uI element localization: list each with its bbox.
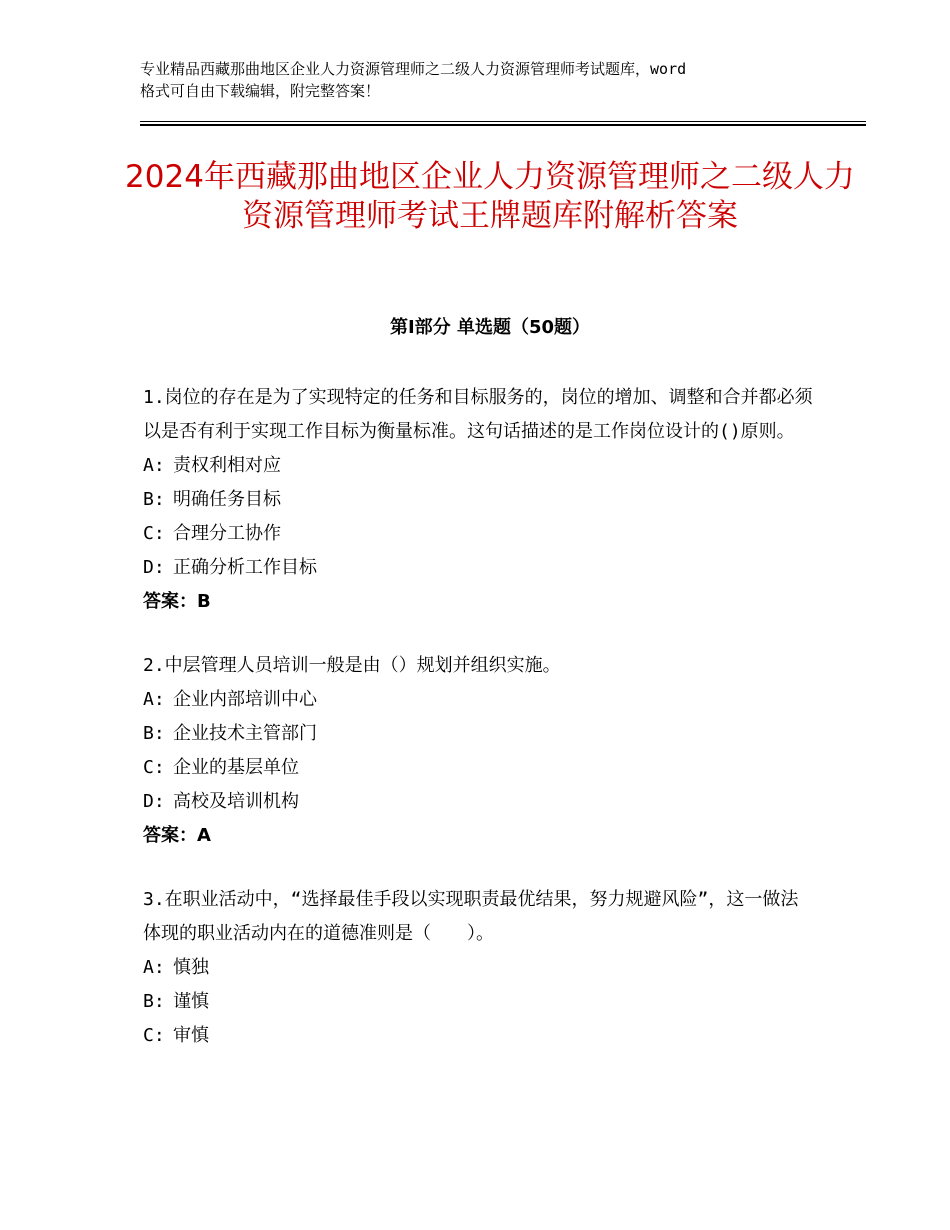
option-text: 审慎 bbox=[173, 1025, 209, 1046]
option-text: 企业技术主管部门 bbox=[173, 723, 317, 744]
question-stem: 2.中层管理人员培训一般是由（）规划并组织实施。 bbox=[143, 655, 561, 676]
question-item bbox=[143, 381, 813, 619]
option-key: D: bbox=[143, 557, 165, 578]
header-note-line-1: 专业精品西藏那曲地区企业人力资源管理师之二级人力资源管理师考试题库，word bbox=[140, 60, 687, 78]
option-key: A: bbox=[143, 455, 165, 476]
section-title: 第Ⅰ部分 单选题（50题） bbox=[389, 317, 590, 338]
option-key: A: bbox=[143, 957, 165, 978]
header-divider-thick bbox=[140, 124, 866, 126]
question-option bbox=[143, 1019, 813, 1053]
header-note-line-2: 格式可自由下载编辑，附完整答案！ bbox=[140, 82, 381, 100]
option-key: B: bbox=[143, 991, 165, 1012]
question-answer: 答案：B bbox=[143, 591, 211, 612]
option-text: 明确任务目标 bbox=[173, 489, 281, 510]
option-key: C: bbox=[143, 757, 165, 778]
option-key: D: bbox=[143, 791, 165, 812]
option-text: 正确分析工作目标 bbox=[173, 557, 317, 578]
question-option bbox=[143, 751, 813, 785]
option-key: A: bbox=[143, 689, 165, 710]
question-list bbox=[143, 381, 813, 1083]
question-item bbox=[143, 649, 813, 853]
question-option bbox=[143, 785, 813, 819]
option-text: 慎独 bbox=[173, 957, 209, 978]
option-key: B: bbox=[143, 489, 165, 510]
question-answer: 答案：A bbox=[143, 825, 211, 846]
question-option bbox=[143, 483, 813, 517]
question-stem: 3.在职业活动中，“选择最佳手段以实现职责最优结果，努力规避风险”，这一做法体现的职业活动内在的道德准则是（ ）。 bbox=[143, 889, 799, 944]
question-option bbox=[143, 517, 813, 551]
option-key: C: bbox=[143, 523, 165, 544]
option-text: 责权利相对应 bbox=[173, 455, 281, 476]
question-item bbox=[143, 883, 813, 1053]
header-divider-thin bbox=[140, 121, 866, 122]
option-text: 企业内部培训中心 bbox=[173, 689, 317, 710]
question-option bbox=[143, 449, 813, 483]
question-option bbox=[143, 717, 813, 751]
header-note bbox=[140, 58, 820, 102]
option-text: 高校及培训机构 bbox=[173, 791, 299, 812]
question-option bbox=[143, 951, 813, 985]
question-stem: 1.岗位的存在是为了实现特定的任务和目标服务的，岗位的增加、调整和合并都必须以是否有利于实现工作目标为衡量标准。这句话描述的是工作岗位设计的()原则。 bbox=[143, 387, 813, 442]
option-text: 谨慎 bbox=[173, 991, 209, 1012]
question-option bbox=[143, 985, 813, 1019]
option-text: 合理分工协作 bbox=[173, 523, 281, 544]
question-option bbox=[143, 551, 813, 585]
option-key: B: bbox=[143, 723, 165, 744]
option-text: 企业的基层单位 bbox=[173, 757, 299, 778]
question-option bbox=[143, 683, 813, 717]
option-key: C: bbox=[143, 1025, 165, 1046]
document-title: 2024年西藏那曲地区企业人力资源管理师之二级人力资源管理师考试王牌题库附解析答案 bbox=[125, 159, 855, 234]
